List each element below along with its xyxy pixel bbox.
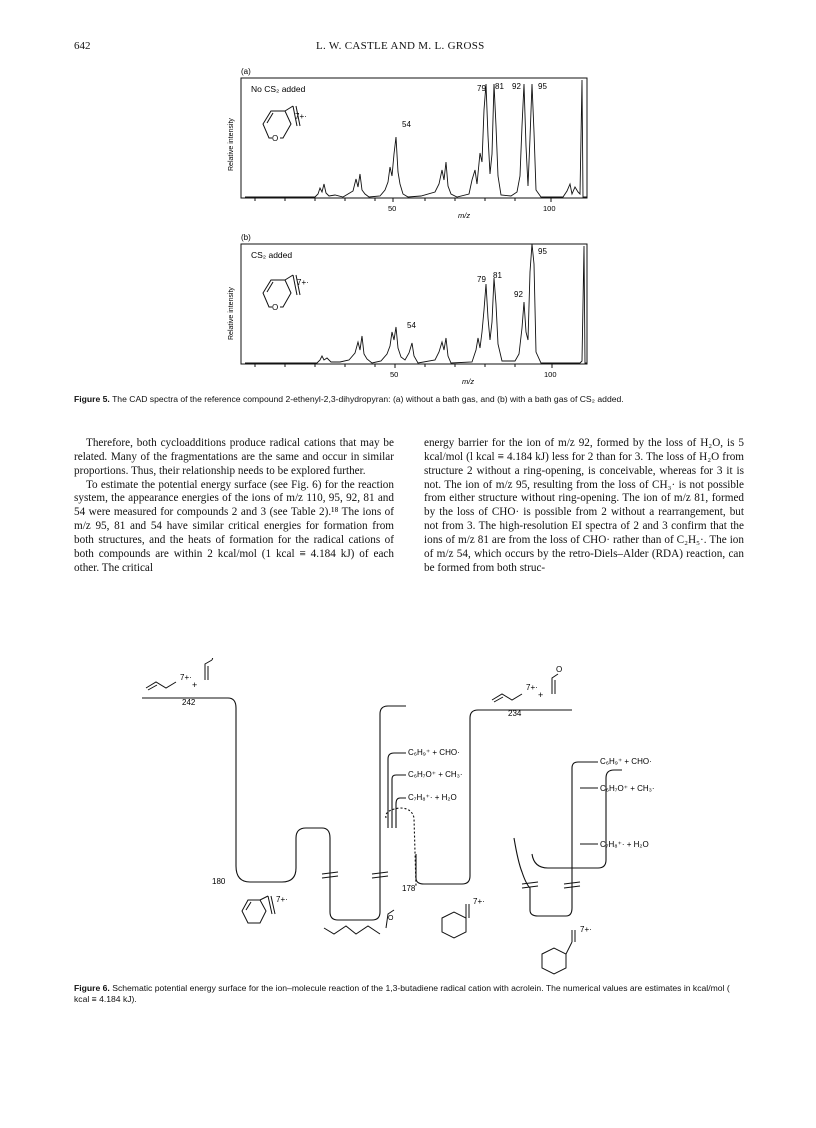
- figure5-caption-label: Figure 5.: [74, 394, 110, 404]
- peak-label-54-b: 54: [407, 321, 416, 330]
- panel-a-condition: No CS₂ added: [251, 84, 306, 94]
- ion-mark-dihydropyran: 7+·: [276, 895, 288, 904]
- x-tick-50-b: 50: [390, 370, 399, 379]
- peak-label-95-a: 95: [538, 82, 547, 91]
- left-paragraph-1: Therefore, both cycloadditions produce radical cations that may be related. Many of the fragmentations are the same and occur in similar proportions. Thus, their relationship needs to be explored further.: [74, 437, 394, 477]
- spectrum-trace-b: [245, 244, 587, 363]
- oxygen-open-chain: O: [388, 915, 394, 922]
- panel-a-label: (a): [241, 67, 251, 76]
- ion-mark-a: 7+·: [295, 112, 307, 121]
- ion-mark-right: 7+·: [580, 925, 592, 934]
- x-tick-100-b: 100: [544, 370, 557, 379]
- peak-label-92-a: 92: [512, 82, 521, 91]
- oxygen-atom-b: O: [272, 303, 279, 312]
- peak-label-92-b: 92: [514, 290, 523, 299]
- figure6-diagram: [110, 658, 730, 981]
- right-product-3: C₇H₈⁺· + H₂O: [600, 840, 649, 849]
- oxygen-atom-a: O: [272, 134, 279, 143]
- figure6-caption-text: Schematic potential energy surface for the ion–molecule reaction of the 1,3-butadiene radical cation with acrolein. The numerical values are estimates in kcal/mol ( kcal ≡ 4.184 kJ).: [74, 983, 730, 1004]
- body-column-right: [424, 437, 744, 575]
- level-242: 242: [182, 698, 196, 707]
- right-paragraph-1: energy barrier for the ion of m/z 92, formed by the loss of H₂O, is 5 kcal/mol (l kcal ≡ 4.184 kJ) less for 2 than for 3. The loss of H₂O from structure 2 without a ring-opening, is conceivable, whereas for 3 it is not. The ion of m/z 95, resulting from the loss of CH₃· is not possible from either structure without ring-opening. The ion of m/z 81, formed by the loss of CHO· is possible from 2 without a rearrangement, but not from 3. The high-resolution EI spectra of 2 and 3 confirm that the ions of m/z 81 are from the loss of CHO· rather than of C₂H₅·. The ion of m/z 54, which occurs by the retro-Diels–Alder (RDA) reaction, can be formed from both struc-: [424, 437, 744, 574]
- oxygen-right-reactant: O: [556, 665, 563, 674]
- xlabel-b: m/z: [462, 377, 475, 384]
- running-title: L. W. CASTLE AND M. L. GROSS: [316, 40, 485, 52]
- cyclohexene-carbaldehyde-middle: [442, 904, 469, 938]
- peak-label-79-a: 79: [477, 84, 486, 93]
- spectrum-panel-b: [225, 232, 595, 384]
- right-product-1: C₆H₉⁺ + CHO·: [600, 757, 652, 766]
- peak-label-54-a: 54: [402, 120, 411, 129]
- left-product-2: C₆H₇O⁺ + CH₃·: [408, 770, 463, 779]
- figure6-caption: [74, 983, 746, 1005]
- panel-b-ylabel: Relative intensity: [228, 287, 235, 340]
- figure5-caption: [74, 394, 746, 405]
- butadiene-acrolein-right: [492, 674, 558, 702]
- ion-mark-butadiene-left: 7+·: [180, 673, 192, 682]
- peak-label-81-b: 81: [493, 271, 502, 280]
- energy-surface-lines: [142, 698, 622, 920]
- panel-b-condition: CS₂ added: [251, 250, 293, 260]
- figure5-caption-text: The CAD spectra of the reference compound 2-ethenyl-2,3-dihydropyran: (a) without a bath gas, and (b) with a bath gas of CS₂ added.: [112, 394, 624, 404]
- left-paragraph-2: To estimate the potential energy surface (see Fig. 6) for the reaction system, the appearance energies of the ions of m/z 110, 95, 92, 81 and 54 were measured for compounds 2 and 3 (see Table 2).¹⁸ The ions of m/z 95, 81 and 54 have similar critical energies for formation from both structures, and the heats of formation for the radical cations of both compounds are within 2 kcal/mol (1 kcal ≡ 4.184 kJ) of each other. The critical: [74, 478, 394, 574]
- panel-a-ylabel: Relative intensity: [228, 118, 235, 171]
- ion-mark-b: 7+·: [297, 278, 309, 287]
- level-234: 234: [508, 709, 522, 718]
- figure6-caption-label: Figure 6.: [74, 983, 110, 993]
- x-tick-100-a: 100: [543, 204, 556, 213]
- peak-label-79-b: 79: [477, 275, 486, 284]
- plus-right: +: [538, 690, 544, 700]
- spectrum-a-svg: [225, 66, 595, 218]
- spectrum-b-svg: [225, 232, 595, 384]
- x-ticks-a: [255, 198, 551, 202]
- spectrum-panel-a: [225, 66, 595, 218]
- ion-mark-middle: 7+·: [473, 897, 485, 906]
- spectrum-trace-a: [245, 80, 587, 197]
- right-product-2: C₆H₇O⁺ + CH₃·: [600, 784, 655, 793]
- x-ticks-b: [255, 364, 552, 368]
- body-column-left: [74, 437, 394, 575]
- open-chain-intermediate: [324, 910, 394, 934]
- peak-label-81-a: 81: [495, 82, 504, 91]
- panel-b-label: (b): [241, 233, 251, 242]
- level-178: 178: [402, 884, 416, 893]
- page-number: 642: [74, 40, 91, 52]
- figure6-svg: [110, 658, 730, 976]
- axis-break-marks: [322, 872, 580, 888]
- x-tick-50-a: 50: [388, 204, 397, 213]
- dihydropyran-structure-b: [263, 275, 300, 311]
- ion-mark-butadiene-right: 7+·: [526, 683, 538, 692]
- xlabel-a: m/z: [458, 211, 471, 218]
- left-product-1: C₆H₉⁺ + CHO·: [408, 748, 460, 757]
- level-180: 180: [212, 877, 226, 886]
- left-product-3: C₇H₈⁺· + H₂O: [408, 793, 457, 802]
- dihydropyran-structure-fig6: [242, 896, 275, 923]
- peak-label-95-b: 95: [538, 247, 547, 256]
- plus-left: +: [192, 680, 198, 690]
- cyclohexene-carbaldehyde-right: [542, 930, 575, 974]
